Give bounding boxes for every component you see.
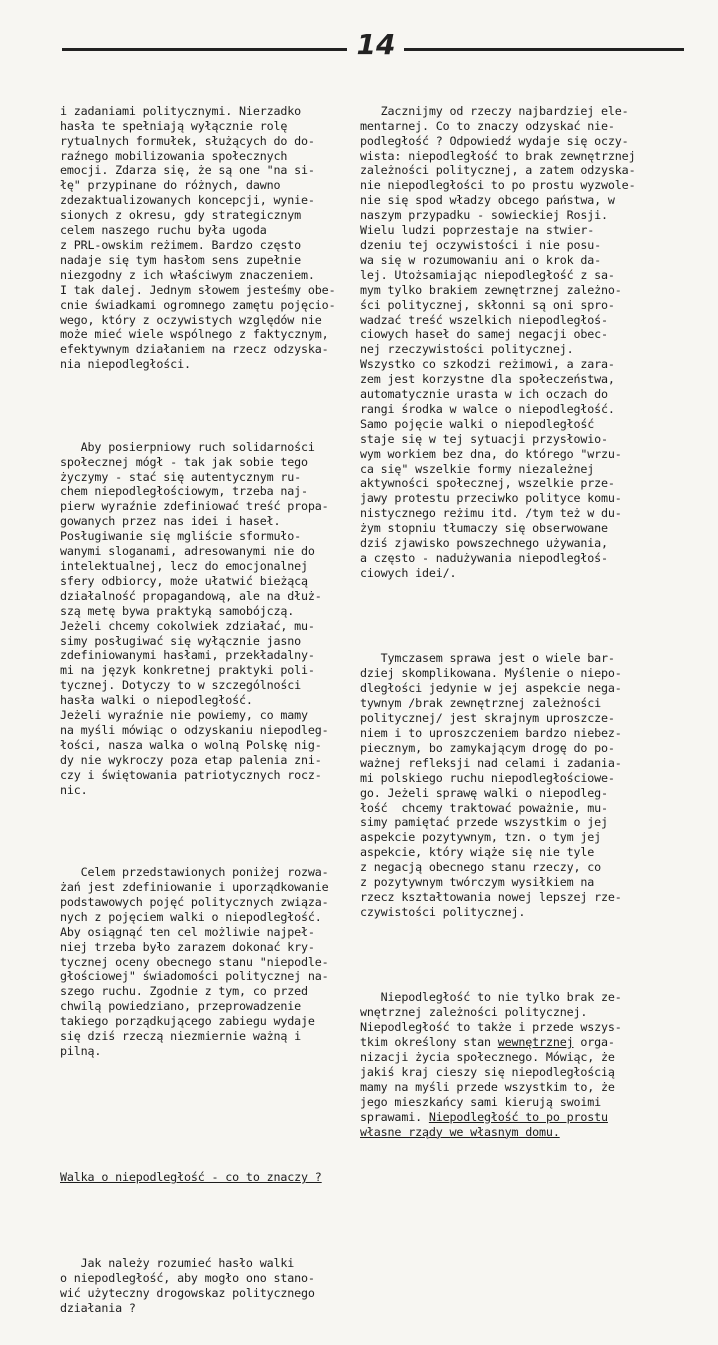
right-paragraph-2: Tymczasem sprawa jest o wiele bar- dziej skomplikowana. Myślenie o niepo- dległości jedynie w jej aspekcie nega- tywnym /brak zewnętrznej zależności politycznej/ jest skrajnym uproszcze- niem i to uproszczeniem bardzo niebez- piecznym, bo zamykającym drogę do po- ważnej refleksji nad celami i zadania- mi polskiego ruchu niepodległościowe- go. Jeżeli sprawę walki o niepodleg- łość chcemy traktować poważnie, mu- simy pamiętać przede wszystkim o jej aspekcie pozytywnym, tzn. o tym jej aspekcie, który wiąże się nie tyle z negacją obecnego stanu rzeczy, co z pozytywnym twórczym wysiłkiem na rzecz kształtowania nowej lepszej rze- czywistości politycznej. [360, 651, 622, 919]
right-paragraph-3 [360, 990, 680, 1139]
paragraph-gap [60, 402, 360, 410]
underlined-conclusion: Niepodległość to po prostu własne rządy we własnym domu. [360, 1109, 608, 1139]
section-heading: Walka o niepodległość - co to znaczy ? [60, 1170, 322, 1185]
paragraph-gap [60, 1130, 360, 1141]
right-paragraph-3-part-b: orga- nizacji życia społecznego. Mówiąc, że jakiś kraj cieszy się niepodległością mamy na myśli przede wszystkim to, że jego mieszkańcy sami kierują swoimi sprawami. [360, 1035, 615, 1124]
paragraph-gap [360, 950, 680, 961]
paragraph-gap [60, 827, 360, 835]
paragraph-gap [360, 611, 680, 622]
left-paragraph-3: Celem przedstawionych poniżej rozwa- żań jest zdefiniowanie i uporządkowanie podstawowych pojęć politycznych związa- nych z pojęciem walki o niepodległość. Aby osiągnąć ten cel możliwie najpeł- niej trzeba było zarazem dokonać kry- tycznej oceny obecnego stanu "niepodle- głościowej" świadomości politycznej na- szego ruchu. Zgodnie z tym, co przed chwilą powiedziano, przeprowadzenie takiego porządkującego zabiegu wydaje się dziś rzeczą niezmiernie ważną i pilną. [60, 865, 329, 1058]
header-rule-right [404, 48, 684, 51]
left-paragraph-4: Jak należy rozumieć hasło walki o niepodległość, aby mogło ono stano- wić użyteczny drogowskaz politycznego działania ? [60, 1255, 315, 1315]
right-paragraph-1: Zacznijmy od rzeczy najbardziej ele- mentarnej. Co to znaczy odzyskać nie- podległość ? Odpowiedź wydaje się oczy- wista: niepodległość to brak zewnętrznej zależności politycznej, a zatem odzyska- nie niepodległości to po prostu wyzwole- nie się spod władzy obcego państwa, w naszym przypadku - sowieckiej Rosji. Wielu ludzi poprzestaje na stwier- dzeniu tej oczywistości i nie posu- wa się w rozumowaniu ani o krok da- lej. Utożsamiając niepodległość z sa- mym tylko brakiem zewnętrznej zależno- ści politycznej, skłonni są oni spro- wadzać treść wszelkich niepodległoś- ciowych haseł do samej negacji obec- nej rzeczywistości politycznej. Wszystko co szkodzi reżimowi, a zara- zem jest korzystne dla społeczeństwa, automatycznie urasta w ich oczach do rangi środka w walce o niepodległość. Samo pojęcie walki o niepodległość staje się w tej sytuacji przysłowio- wym workiem bez dna, do którego "wrzu- ca się" wszelkie formy niezależnej aktywności społecznej, wszelkie prze- jawy protestu przeciwko polityce komu- nistycznego reżimu itd. /tym też w du- żym stopniu tłumaczy się obserwowane dziś zjawisko powszechnego używania, a często - nadużywania niepodległoś- ciowych idei/. [360, 103, 636, 580]
paragraph-gap [60, 1089, 360, 1100]
left-paragraph-1: i zadaniami politycznymi. Nierzadko hasła te spełniają wyłącznie rolę rytualnych formułek, służących do do- raźnego mobilizowania społecznych emocji. Zdarza się, że są one "na si- łę" przypinane do różnych, dawno zdezaktualizowanych koncepcji, wynie- sionych z okresu, gdy strategicznym celem naszego ruchu była ugoda z PRL-owskim reżimem. Bardzo często nadaje się tym hasłom sens zupełnie niezgodny z ich właściwym znaczeniem. I tak dalej. Jednym słowem jesteśmy obe- cnie świadkami ogromnego zamętu pojęcio- wego, który z oczywistych względów nie może mieć wiele wspólnego z faktycznym, efektywnym działaniem na rzecz odzyska- nia niepodległości. [60, 103, 336, 372]
left-column [60, 74, 360, 1345]
header-rule-left [62, 48, 347, 51]
paragraph-gap [60, 1215, 360, 1226]
right-column [360, 74, 680, 1169]
page-number: 14 [356, 28, 396, 61]
right-paragraph-3-part-a: Niepodległość to nie tylko brak ze- wnętrznej zależności politycznej. Niepodległość to także i przede wszys- tkim określony stan [360, 990, 622, 1050]
underlined-wewnetrznej: wewnętrznej [497, 1035, 574, 1050]
left-paragraph-2: Aby posierpniowy ruch solidarności społecznej mógł - tak jak sobie tego życzymy - stać się autentycznym ru- chem niepodległościowym, trzeba naj- pierw wyraźnie zdefiniować treść propa- gowanych przez nas idei i haseł. Posługiwanie się mgliście sformuło- wanymi sloganami, adresowanymi nie do intelektualnej, lecz do emocjonalnej sfery odbiorcy, może ułatwić bieżącą działalność propagandową, ale na dłuż- szą metę bywa praktyką samobójczą. Jeżeli chcemy cokolwiek zdziałać, mu- simy posługiwać się wyłącznie jasno zdefiniowanymi hasłami, przekładalny- mi na język konkretnej praktyki poli- tycznej. Dotyczy to w szczególności hasła walki o niepodległość. Jeżeli wyraźnie nie powiemy, co mamy na myśli mówiąc o odzyskaniu niepodleg- łości, nasza walka o wolną Polskę nig- dy nie wykroczy poza etap palenia zni- czy i świętowania patriotycznych rocz- nic. [60, 439, 329, 797]
